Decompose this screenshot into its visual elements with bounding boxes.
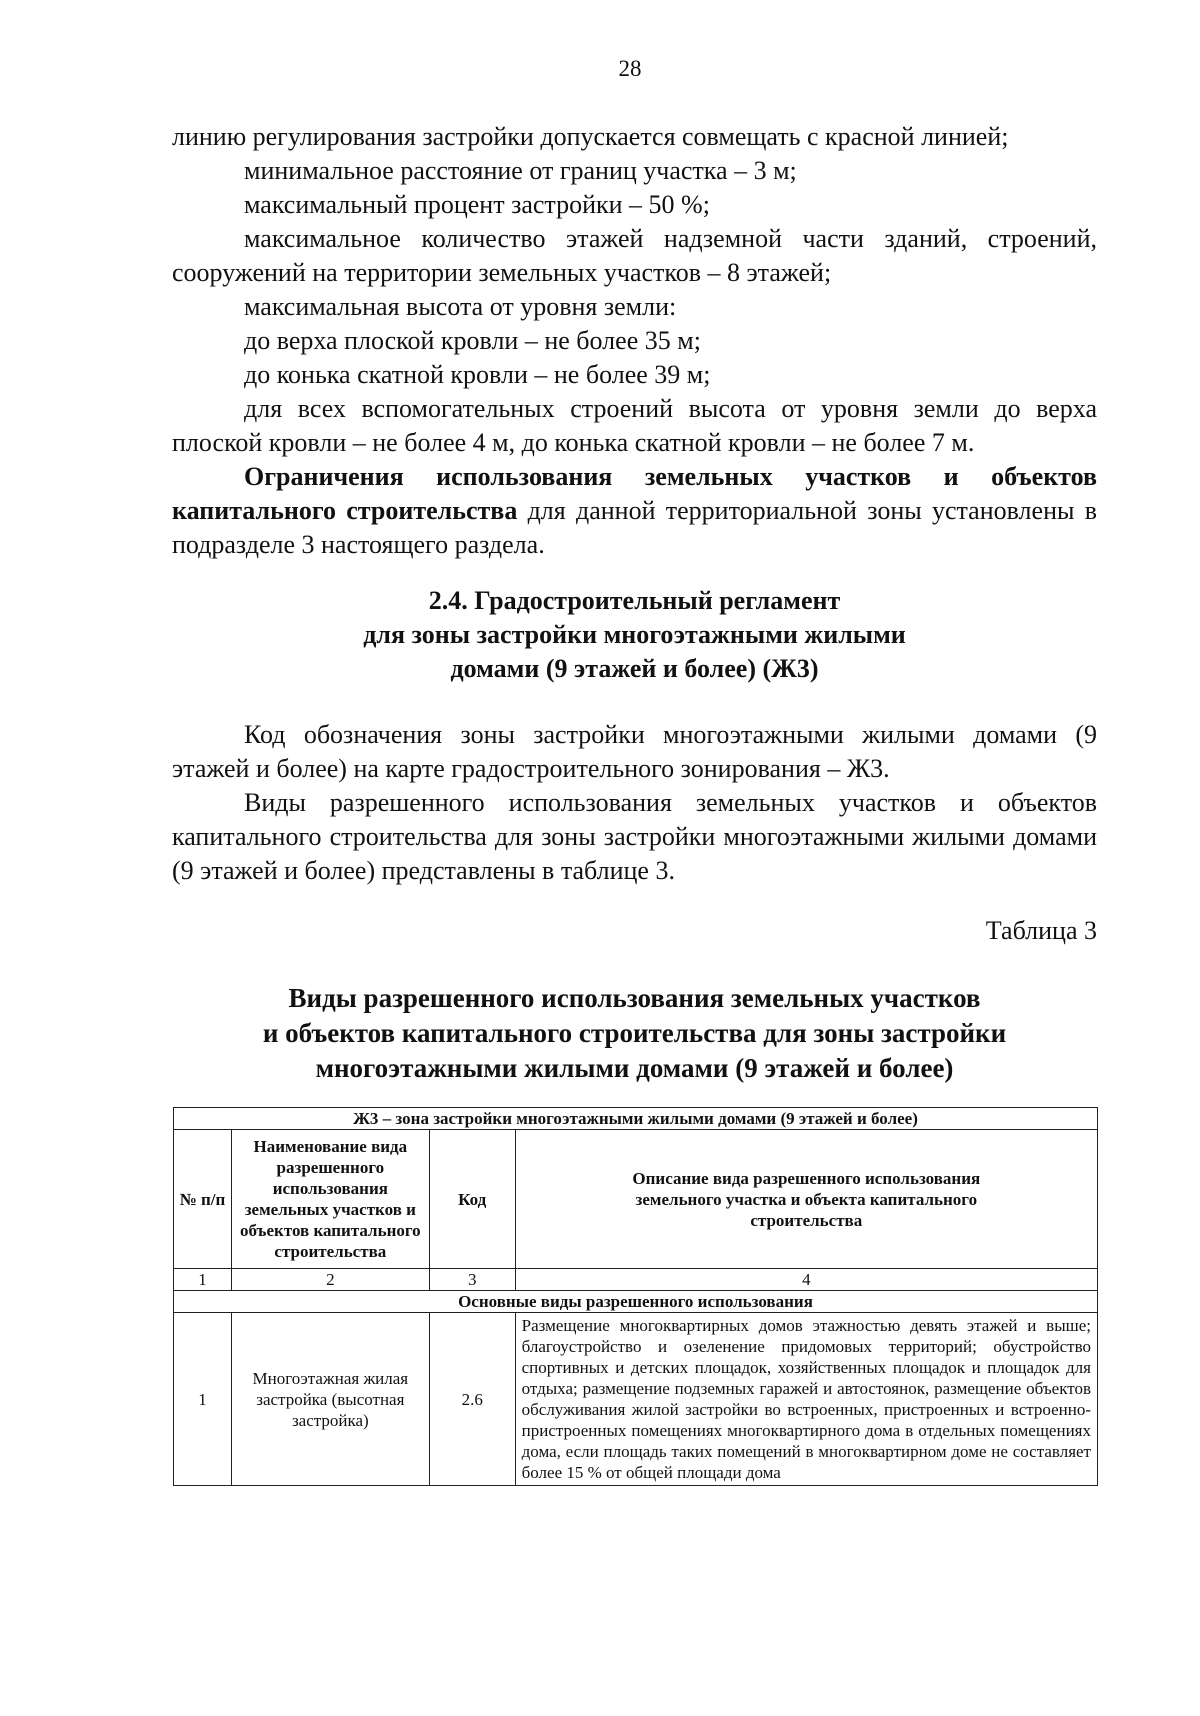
column-index-row [174, 1269, 1098, 1291]
col-code-header: Код [429, 1130, 515, 1269]
table-title [172, 981, 1097, 1086]
col-index: 4 [515, 1269, 1097, 1291]
column-header-row [174, 1130, 1098, 1269]
restrictions-text: для данной территориальной зоны установлены в подразделе 3 настоящего раздела. [172, 496, 1097, 559]
restrictions-paragraph [172, 460, 1097, 562]
table-label: Таблица 3 [985, 916, 1097, 945]
col-name-header: Наименование вида разрешенного использования земельных участков и объектов капитального строительства [231, 1130, 429, 1269]
section-title-line: для зоны застройки многоэтажными жилыми [363, 620, 906, 649]
paragraph: до конька скатной кровли – не более 39 м; [244, 360, 711, 389]
paragraph: для всех вспомогательных строений высота от уровня земли до верха плоской кровли – не более 4 м, до конька скатной кровли – не более 7 м. [172, 394, 1097, 457]
table-title-line: Виды разрешенного использования земельных участков [288, 983, 981, 1013]
section-title-line: домами (9 этажей и более) (Ж3) [450, 654, 819, 683]
row-code: 2.6 [429, 1313, 515, 1486]
paragraph: Виды разрешенного использования земельных участков и объектов капитального строительства для зоны застройки многоэтажными жилыми домами (9 этажей и более) представлены в таблице 3. [172, 788, 1097, 885]
table-row [174, 1313, 1098, 1486]
zone-header: Ж3 – зона застройки многоэтажными жилыми домами (9 этажей и более) [174, 1108, 1098, 1130]
restrictions-bold-text: Ограничения использования земельных участков и объектов капитального строительства [172, 462, 1097, 525]
section-title [172, 584, 1097, 686]
paragraph: линию регулирования застройки допускается совмещать с красной линией; [172, 122, 1009, 151]
col-desc-header: Описание вида разрешенного использования земельного участка и объекта капитального строительства [515, 1130, 1097, 1269]
table-title-line: и объектов капитального строительства для зоны застройки [262, 1018, 1007, 1048]
page-number: 28 [618, 56, 642, 81]
col-index: 3 [429, 1269, 515, 1291]
paragraph: Код обозначения зоны застройки многоэтажными жилыми домами (9 этажей и более) на карте градостроительного зонирования – Ж3. [172, 720, 1097, 783]
paragraph: максимальное количество этажей надземной части зданий, строений, сооружений на территории земельных участков – 8 этажей; [172, 224, 1097, 287]
row-name: Многоэтажная жилая застройка (высотная застройка) [231, 1313, 429, 1486]
permitted-uses-table [173, 1107, 1098, 1486]
section-intro [172, 718, 1097, 888]
section-title-line: 2.4. Градостроительный регламент [428, 586, 841, 615]
paragraph: максимальный процент застройки – 50 %; [244, 190, 710, 219]
table-title-line: многоэтажными жилыми домами (9 этажей и более) [315, 1053, 954, 1083]
group-header: Основные виды разрешенного использования [174, 1291, 1098, 1313]
col-index: 2 [231, 1269, 429, 1291]
row-num: 1 [174, 1313, 232, 1486]
paragraph: максимальная высота от уровня земли: [244, 292, 677, 321]
row-desc: Размещение многоквартирных домов этажностью девять этажей и выше; благоустройство и озеленение придомовых территорий; обустройство спортивных и детских площадок, хозяйственных площадок и площадок для отдыха; размещение подземных гаражей и автостоянок, размещение объектов обслуживания жилой застройки во встроенных, пристроенных и встроенно-пристроенных помещениях многоквартирного дома в отдельных помещениях дома, если площадь таких помещений в многоквартирном доме не составляет более 15 % от общей площади дома [515, 1313, 1097, 1486]
norms-list [172, 120, 1097, 562]
paragraph: до верха плоской кровли – не более 35 м; [244, 326, 701, 355]
paragraph: минимальное расстояние от границ участка – 3 м; [244, 156, 797, 185]
zone-header-row [174, 1108, 1098, 1130]
group-header-row [174, 1291, 1098, 1313]
col-num-header: № п/п [174, 1130, 232, 1269]
col-index: 1 [174, 1269, 232, 1291]
